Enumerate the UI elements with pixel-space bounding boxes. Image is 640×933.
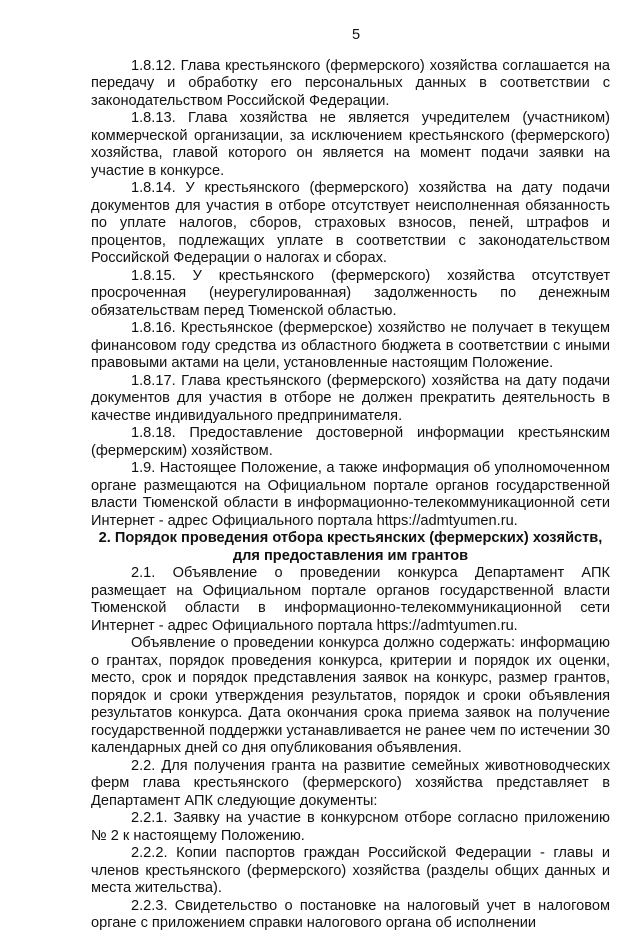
paragraph-1-9: 1.9. Настоящее Положение, а также информация об уполномоченном органе размещаются на Официальном портале органов государственной власти Тюменской области в информационно-телекоммуникационной сети Интернет - адрес Официального портала https://admtyumen.ru. [91,460,610,529]
section-heading-line-1: 2. Порядок проведения отбора крестьянских (фермерских) хозяйств, [98,530,603,546]
section-heading-line-2: для предоставления им грантов [232,547,469,564]
paragraph-1-8-16: 1.8.16. Крестьянское (фермерское) хозяйство не получает в текущем финансовом году средства из областного бюджета в соответствии с иными правовыми актами на цели, установленные настоящим Положение. [91,320,610,371]
page-number: 5 [351,27,361,43]
paragraph-2-2-3: 2.2.3. Свидетельство о постановке на налоговый учет в налоговом органе с приложением справки налогового органа об исполнении [91,897,610,931]
paragraph-1-8-14: 1.8.14. У крестьянского (фермерского) хозяйства на дату подачи документов для участия в отборе отсутствует неисполненная обязанность по уплате налогов, сборов, страховых взносов, пеней, штрафов и процентов, подлежащих уплате в соответствии с законодательством Российской Федерации о налогах и сборах. [91,180,610,266]
paragraph-1-8-18: 1.8.18. Предоставление достоверной информации крестьянским (фермерским) хозяйством. [91,425,610,459]
paragraph-announcement-content: Объявление о проведении конкурса должно содержать: информацию о грантах, порядок проведения конкурса, критерии и порядок их оценки, место, срок и порядок представления заявок на конкурс, размер грантов, порядок и сроки утверждения результатов, порядок и сроки объявления результатов конкурса. Дата окончания срока приема заявок на получение государственной поддержки устанавливается не ранее чем по истечении 30 календарных дней со дня опубликования объявления. [91,635,610,756]
paragraph-2-1: 2.1. Объявление о проведении конкурса Департамент АПК размещает на Официальном портале органов государственной власти Тюменской области в информационно-телекоммуникационной сети Интернет - адрес Официального портала https://admtyumen.ru. [91,565,610,634]
paragraph-1-8-13: 1.8.13. Глава хозяйства не является учредителем (участником) коммерческой организации, за исключением крестьянского (фермерского) хозяйства, главой которого он является на момент подачи заявки на участие в конкурсе. [91,110,610,179]
paragraph-2-2: 2.2. Для получения гранта на развитие семейных животноводческих ферм глава крестьянского (фермерского) хозяйства представляет в Департамент АПК следующие документы: [91,757,610,809]
paragraph-2-2-2: 2.2.2. Копии паспортов граждан Российской Федерации - главы и членов крестьянского (фермерского) хозяйства (разделы общих данных и места жительства). [91,845,610,896]
paragraph-1-8-12: 1.8.12. Глава крестьянского (фермерского) хозяйства соглашается на передачу и обработку его персональных данных в соответствии с законодательством Российской Федерации. [91,57,610,109]
section-heading [91,530,610,565]
paragraph-1-8-17: 1.8.17. Глава крестьянского (фермерского) хозяйства на дату подачи документов для участия в отборе не должен прекратить деятельность в качестве индивидуального предпринимателя. [91,372,610,424]
paragraph-1-8-15: 1.8.15. У крестьянского (фермерского) хозяйства отсутствует просроченная (неурегулированная) задолженность по денежным обязательствам перед Тюменской областью. [91,267,610,319]
paragraph-2-2-1: 2.2.1. Заявку на участие в конкурсном отборе согласно приложению № 2 к настоящему Положению. [91,810,610,844]
